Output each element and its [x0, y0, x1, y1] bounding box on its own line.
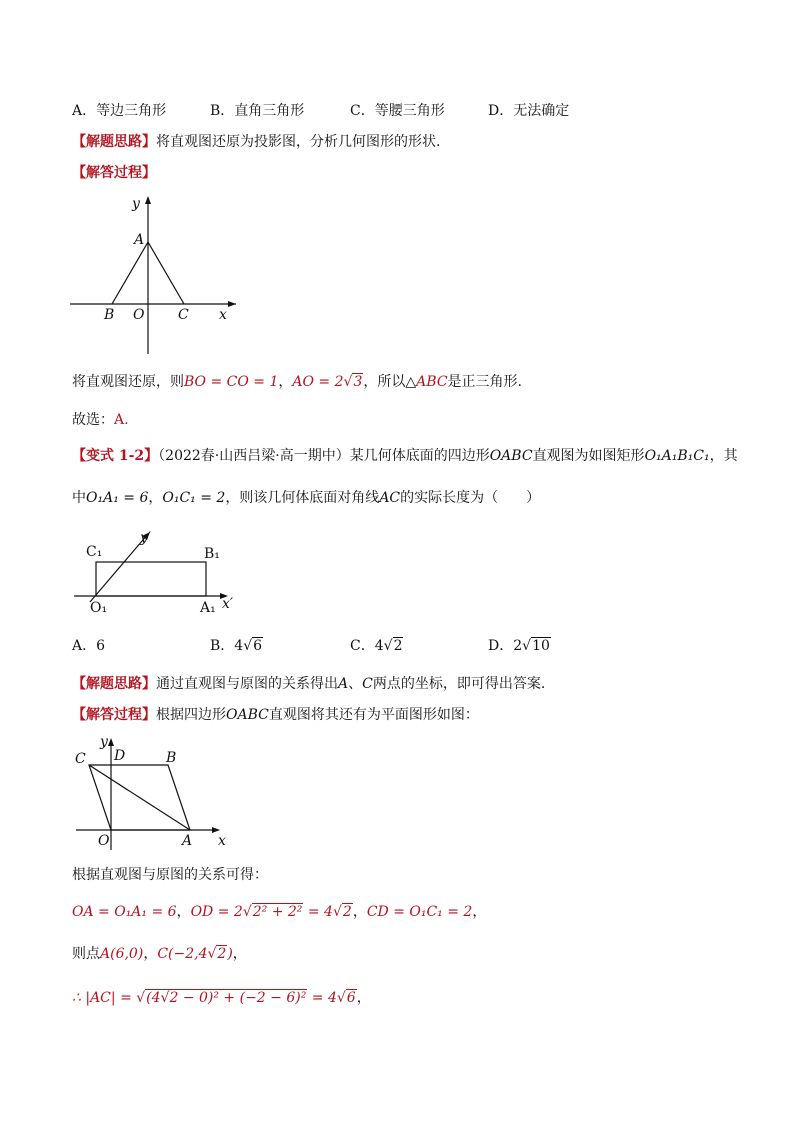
point-a-label: A — [134, 232, 145, 248]
q2-eq-oa: OA = O₁A₁ = 6 — [72, 904, 177, 920]
a1-label: A₁ — [200, 600, 216, 616]
point-b-label-2: B — [166, 750, 177, 766]
q2-think-text-1: 通过直观图与原图的关系得出 — [156, 676, 338, 692]
q2-option-c-letter: C． — [350, 638, 375, 654]
q1-conclusion-sep: ， — [278, 374, 293, 390]
q1-think-label: 【解题思路】 — [72, 134, 156, 150]
q2-relation — [72, 865, 268, 885]
side-ab — [112, 242, 148, 304]
q2-option-c-radicand: 2 — [393, 638, 403, 654]
q1-eq2-radicand: 3 — [353, 374, 363, 390]
q2-title-label: 【变式 1-2】 — [72, 448, 159, 464]
q1-triangle-figure — [68, 192, 248, 360]
q2-think-label: 【解题思路】 — [72, 676, 156, 692]
origin-label: O — [133, 307, 145, 323]
q2-point-c: C(−2,4√2) — [157, 946, 233, 962]
point-a-label-2: A — [182, 833, 193, 849]
c1-label: C₁ — [86, 544, 103, 560]
x-prime-label: x′ — [222, 596, 234, 612]
q2-stem-line1 — [72, 446, 738, 466]
rectangle-o1a1b1c1 — [96, 562, 206, 596]
o1-label: O₁ — [90, 600, 108, 616]
q2-stem-line2-pre: 中 — [72, 490, 86, 506]
q2-option-a[interactable] — [72, 636, 210, 656]
q2-stem-3: ，其 — [709, 448, 738, 464]
q2-point-c-post: ) — [227, 946, 233, 962]
q2-option-d-coef: 2 — [513, 638, 523, 654]
q2-equations — [72, 902, 486, 922]
q2-stem-1: 某几何体底面的四边形 — [349, 448, 490, 464]
q1-think — [72, 132, 440, 152]
q2-final-mid: = 4 — [307, 990, 337, 1006]
q2-stem-2: 直观图为如图矩形 — [532, 448, 645, 464]
q2-think — [72, 674, 545, 694]
q2-process-text-1: 根据四边形 — [156, 707, 226, 723]
q2-point-sep: ， — [143, 946, 158, 962]
q2-final-radicand2: 6 — [346, 990, 356, 1006]
q2-source: （2022春·山西吕梁·高一期中） — [158, 448, 350, 464]
q2-rectangle-figure — [72, 526, 242, 618]
q1-conclusion — [72, 372, 522, 392]
q1-process — [72, 163, 156, 183]
q2-process-text-2: 直观图将其还有为平面图形如图： — [268, 707, 479, 723]
q2-point-end: ， — [232, 946, 247, 962]
q2-eq-od-pre: OD = 2 — [190, 904, 243, 920]
x-label-2: x — [218, 833, 226, 849]
q2-given-sep: ， — [148, 490, 163, 506]
q1-eq2: AO = 2√3 — [292, 374, 363, 390]
q2-stem-rect: O₁A₁B₁C₁ — [644, 448, 710, 464]
y-prime-label: y′ — [140, 530, 152, 546]
q2-stem-ac: AC — [379, 490, 401, 506]
q2-eq-sep-1: ， — [176, 904, 191, 920]
q1-eq1: BO = CO = 1 — [184, 374, 279, 390]
q2-option-b-letter: B． — [210, 638, 235, 654]
q2-final-expr: ∴ |AC| = √(4√2 − 0)² + (−2 − 6)² = 4√6 — [72, 990, 356, 1006]
q2-option-d-radicand: 10 — [532, 638, 550, 654]
q2-given2: O₁C₁ = 2 — [162, 490, 226, 506]
q2-eq-od-radicand: 2² + 2² — [252, 904, 303, 920]
q2-think-a: A — [338, 676, 349, 692]
q2-eq-sep-2: ， — [352, 904, 367, 920]
q2-option-c[interactable]: C．4√2 — [350, 638, 403, 654]
q2-think-text-3: 两点的坐标，即可得出答案. — [372, 676, 546, 692]
q1-conclusion-prefix: 将直观图还原，则 — [72, 374, 184, 390]
q1-eq2-pre: AO = 2 — [292, 374, 344, 390]
q1-conclusion-suffix1: ，所以△ — [363, 374, 417, 390]
q1-option-d[interactable]: D．无法确定 — [488, 103, 570, 119]
q2-process — [72, 705, 479, 725]
q1-option-b[interactable]: B．直角三角形 — [210, 103, 305, 119]
q2-stem-oabc: OABC — [489, 448, 533, 464]
q2-stem-line2-post: ，则该几何体底面对角线 — [225, 490, 380, 506]
q2-relation-text: 根据直观图与原图的关系可得： — [72, 867, 268, 883]
q2-given1: O₁A₁ = 6 — [86, 490, 149, 506]
q2-eq-od-mid: = 4 — [303, 904, 333, 920]
q2-option-b[interactable]: B．4√6 — [210, 638, 263, 654]
diagonal-ca — [89, 765, 190, 830]
q2-eq-cd: CD = O₁C₁ = 2 — [366, 904, 473, 920]
q2-stem-line2 — [72, 488, 540, 508]
x-axis-arrow-icon — [228, 301, 236, 307]
q2-point-prefix: 则点 — [72, 946, 100, 962]
y-label-2: y — [100, 734, 108, 750]
side-ac — [148, 242, 184, 304]
point-c-label-2: C — [75, 751, 86, 767]
q1-option-a[interactable]: A．等边三角形 — [72, 103, 167, 119]
q1-answer-label: 故选： — [72, 412, 114, 428]
q2-eq-od-radicand2: 2 — [342, 904, 352, 920]
q2-parallelogram-figure — [72, 732, 232, 852]
origin-label-2: O — [98, 833, 110, 849]
q2-eq-od: OD = 2√2² + 2² = 4√2 — [190, 904, 352, 920]
q2-option-a-value: 6 — [96, 638, 106, 654]
q2-options-row — [72, 636, 551, 656]
q2-point-c-radicand: 2 — [217, 946, 227, 962]
b1-label: B₁ — [204, 546, 220, 562]
q2-think-text-2: 、 — [348, 676, 363, 692]
point-d-label: D — [114, 748, 126, 764]
q1-options-row — [72, 101, 569, 121]
q1-conclusion-suffix2: 是正三角形. — [447, 374, 522, 390]
q2-final-radicand: (4√2 − 0)² + (−2 − 6)² — [146, 990, 307, 1006]
q1-answer — [72, 410, 129, 430]
q2-final-end: ， — [356, 990, 371, 1006]
q2-option-c-coef: 4 — [374, 638, 384, 654]
q2-point-c-pre: C(−2,4 — [157, 946, 208, 962]
q2-process-oabc: OABC — [226, 707, 269, 723]
q2-final — [72, 988, 371, 1008]
q2-stem-line2-end: 的实际长度为（ ） — [400, 490, 541, 506]
q2-option-d[interactable]: D．2√10 — [488, 638, 550, 654]
x-label: x — [219, 307, 227, 323]
q2-points — [72, 944, 247, 964]
q1-process-label: 【解答过程】 — [72, 165, 156, 181]
y-axis-arrow-icon — [145, 196, 151, 204]
q2-point-a: A(6,0) — [100, 946, 144, 962]
q2-option-b-coef: 4 — [234, 638, 244, 654]
q2-option-d-letter: D． — [488, 638, 514, 654]
q1-option-c[interactable]: C．等腰三角形 — [350, 103, 445, 119]
q2-think-c: C — [362, 676, 373, 692]
q2-option-b-radicand: 6 — [253, 638, 263, 654]
q1-answer-value: A. — [114, 412, 129, 428]
point-c-label: C — [178, 307, 189, 323]
point-b-label: B — [104, 307, 115, 323]
q2-process-label: 【解答过程】 — [72, 707, 156, 723]
y-label: y — [132, 196, 140, 212]
q2-option-a-letter: A． — [72, 638, 97, 654]
q1-think-text: 将直观图还原为投影图，分析几何图形的形状. — [156, 134, 441, 150]
q1-triangle-name: ABC — [416, 374, 448, 390]
y-axis-2-arrow-icon — [108, 738, 114, 746]
q2-eq-end: ， — [472, 904, 487, 920]
q2-final-prefix: ∴ |AC| = — [72, 990, 137, 1006]
